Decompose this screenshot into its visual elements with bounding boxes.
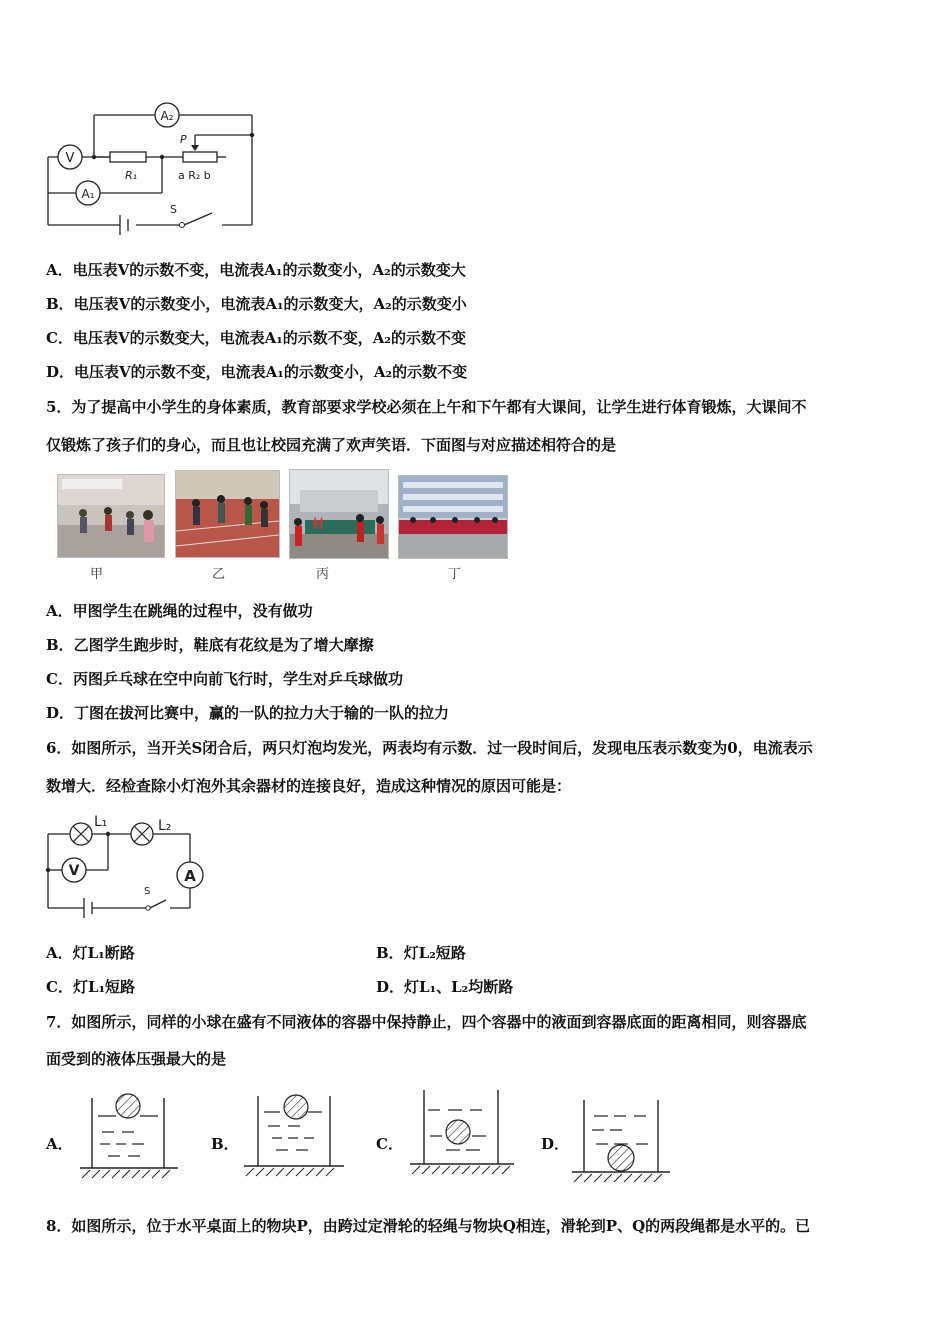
q4-r2-label: a R₂ b	[178, 169, 211, 182]
q6-switch-label: S	[144, 886, 151, 897]
q4-meter-a1: A₁	[81, 187, 95, 201]
q5-caption-ding: 丁	[448, 567, 462, 582]
svg-text:村: 村	[312, 517, 325, 531]
q4-r1-label: R₁	[125, 169, 138, 182]
q5-option-d: D．丁图在拔河比赛中，赢的一队的拉力大于输的一队的拉力	[46, 704, 450, 722]
q6-option-b: B．灯L₂短路	[376, 944, 466, 962]
q7-container-d	[570, 1096, 674, 1186]
q4-p-label: P	[180, 133, 187, 146]
q7-container-a	[78, 1090, 182, 1182]
q4-option-a: A．电压表V的示数不变，电流表A₁的示数变小，A₂的示数变大	[46, 261, 466, 279]
q6-stem-line1: 6．如图所示，当开关S闭合后，两只灯泡均发光，两表均有示数．过一段时间后，发现电压表示数变为0，电流表示	[46, 739, 813, 757]
q5-photo-jia	[57, 474, 165, 558]
q5-option-c: C．丙图乒乓球在空中向前飞行时，学生对乒乓球做功	[46, 670, 403, 688]
q6-meter-v: V	[68, 863, 80, 879]
q7-stem-line2: 面受到的液体压强最大的是	[46, 1050, 227, 1068]
q6-option-a: A．灯L₁断路	[46, 944, 135, 962]
q4-option-d: D．电压表V的示数不变，电流表A₁的示数变小，A₂的示数不变	[46, 363, 468, 381]
q4-meter-v: V	[65, 151, 75, 166]
q4-meter-a2: A₂	[160, 109, 174, 123]
q6-l1-label: L₁	[94, 814, 108, 830]
q6-meter-a: A	[184, 867, 196, 885]
q7-label-d: D．	[541, 1135, 570, 1153]
q5-stem-line1: 5．为了提高中小学生的身体素质，教育部要求学校必须在上午和下午都有大课间，让学生进行体育锻炼，大课间不	[46, 398, 807, 416]
q7-label-c: C．	[376, 1135, 403, 1153]
q6-option-d: D．灯L₁、L₂均断路	[376, 978, 514, 996]
q5-stem-line2: 仅锻炼了孩子们的身心，而且也让校园充满了欢声笑语．下面图与对应描述相符合的是	[46, 436, 617, 454]
q5-photo-yi	[175, 470, 280, 558]
q7-label-b: B．	[211, 1135, 239, 1153]
q8-stem-line1: 8．如图所示，位于水平桌面上的物块P，由跨过定滑轮的轻绳与物块Q相连，滑轮到P、Q的两段绳都是水平的。已	[46, 1217, 811, 1235]
q5-photo-ding	[398, 475, 508, 559]
q5-caption-jia: 甲	[90, 567, 104, 582]
q6-option-c: C．灯L₁短路	[46, 978, 136, 996]
q6-stem-line2: 数增大．经检查除小灯泡外其余器材的连接良好，造成这种情况的原因可能是：	[46, 777, 572, 795]
q7-container-c	[406, 1086, 518, 1182]
q5-option-a: A．甲图学生在跳绳的过程中，没有做功	[46, 602, 313, 620]
q5-caption-yi: 乙	[212, 567, 226, 582]
q4-switch-label: S	[170, 203, 177, 216]
q7-label-a: A．	[46, 1135, 73, 1153]
q5-photo-bing	[289, 469, 389, 559]
q6-l2-label: L₂	[158, 818, 172, 834]
q7-container-b	[242, 1090, 346, 1182]
q5-caption-bing: 丙	[316, 567, 330, 582]
q4-option-c: C．电压表V的示数变大，电流表A₁的示数不变，A₂的示数不变	[46, 329, 466, 347]
q5-option-b: B．乙图学生跑步时，鞋底有花纹是为了增大摩擦	[46, 636, 374, 654]
q7-stem-line1: 7．如图所示，同样的小球在盛有不同液体的容器中保持静止，四个容器中的液面到容器底面的距离相同，则容器底	[46, 1013, 807, 1031]
q4-circuit-diagram	[40, 95, 270, 235]
q6-circuit-diagram	[40, 812, 220, 922]
q4-option-b: B．电压表V的示数变小，电流表A₁的示数变大，A₂的示数变小	[46, 295, 467, 313]
